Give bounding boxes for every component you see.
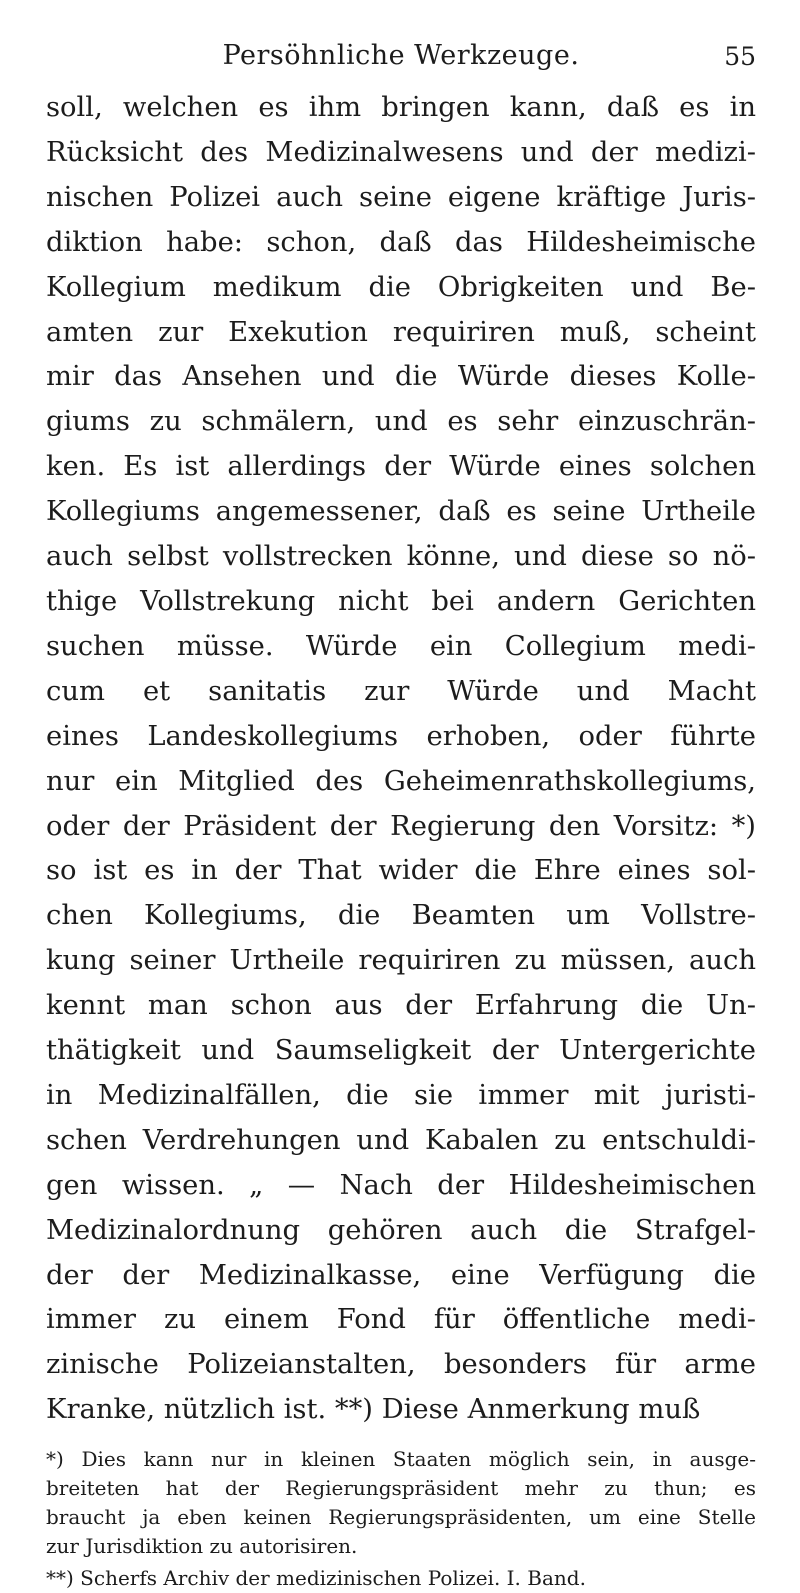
text-line: thätigkeit und Saumseligkeit der Untergerichte (46, 1035, 756, 1067)
footnote (46, 1445, 756, 1561)
text-line: chen Kollegiums, die Beamten um Vollstre- (46, 900, 756, 932)
text-line: nur ein Mitglied des Geheimenrathskollegiums, (46, 765, 756, 797)
text-line: kung seiner Urtheile requiriren zu müssen, auch (46, 945, 756, 977)
text-line: auch selbst vollstrecken könne, und diese so nö- (46, 541, 756, 573)
footnote-line: *) Dies kann nur in kleinen Staaten möglich sein, in ausge- (46, 1447, 756, 1472)
text-line: mir das Ansehen und die Würde dieses Kolle- (46, 361, 756, 393)
page-number: 55 (724, 42, 756, 71)
text-line: ken. Es ist allerdings der Würde eines solchen (46, 451, 756, 483)
text-line: oder der Präsident der Regierung den Vorsitz: *) (46, 810, 756, 842)
text-line: suchen müsse. Würde ein Collegium medi- (46, 630, 756, 662)
footnotes (46, 1445, 756, 1593)
text-line: zinische Polizeianstalten, besonders für arme (46, 1349, 756, 1381)
text-line: Medizinalordnung gehören auch die Strafgel- (46, 1214, 756, 1246)
footnote-line: **) Scherfs Archiv der medizinischen Polizei. I. Band. (46, 1566, 586, 1591)
page-header (46, 40, 756, 80)
text-line: giums zu schmälern, und es sehr einzuschrän- (46, 406, 756, 438)
text-line: Rücksicht des Medizinalwesens und der medizi- (46, 136, 756, 168)
text-line: Kollegiums angemessener, daß es seine Urtheile (46, 496, 756, 528)
text-line: Kranke, nützlich ist. **) Diese Anmerkung muß (46, 1394, 701, 1426)
text-line: der der Medizinalkasse, eine Verfügung die (46, 1259, 756, 1291)
footnote-line: braucht ja eben keinen Regierungspräsidenten, um eine Stelle (46, 1505, 756, 1530)
footnote-line: zur Jurisdiktion zu autorisiren. (46, 1534, 358, 1559)
text-line: soll, welchen es ihm bringen kann, daß es in (46, 92, 756, 123)
text-line: gen wissen. „ — Nach der Hildesheimischen (46, 1169, 756, 1201)
footnote (46, 1564, 756, 1593)
text-line: so ist es in der That wider die Ehre eines sol- (46, 855, 756, 887)
text-line: eines Landeskollegiums erhoben, oder führte (46, 720, 756, 752)
text-line: Kollegium medikum die Obrigkeiten und Be- (46, 271, 756, 303)
body-text (46, 86, 756, 1433)
text-line: in Medizinalfällen, die sie immer mit juristi- (46, 1079, 756, 1111)
text-line: cum et sanitatis zur Würde und Macht (46, 675, 756, 707)
running-head: Persöhnliche Werkzeuge. (222, 40, 580, 71)
text-line: schen Verdrehungen und Kabalen zu entschuldi- (46, 1124, 756, 1156)
text-line: amten zur Exekution requiriren muß, scheint (46, 316, 756, 348)
text-line: immer zu einem Fond für öffentliche medi- (46, 1304, 756, 1336)
text-line: kennt man schon aus der Erfahrung die Un- (46, 990, 756, 1022)
footnote-line: breiteten hat der Regierungspräsident mehr zu thun; es (46, 1476, 756, 1501)
text-line: thige Vollstrekung nicht bei andern Gerichten (46, 585, 756, 617)
text-line: diktion habe: schon, daß das Hildesheimische (46, 226, 756, 258)
text-line: nischen Polizei auch seine eigene kräftige Juris- (46, 181, 756, 213)
